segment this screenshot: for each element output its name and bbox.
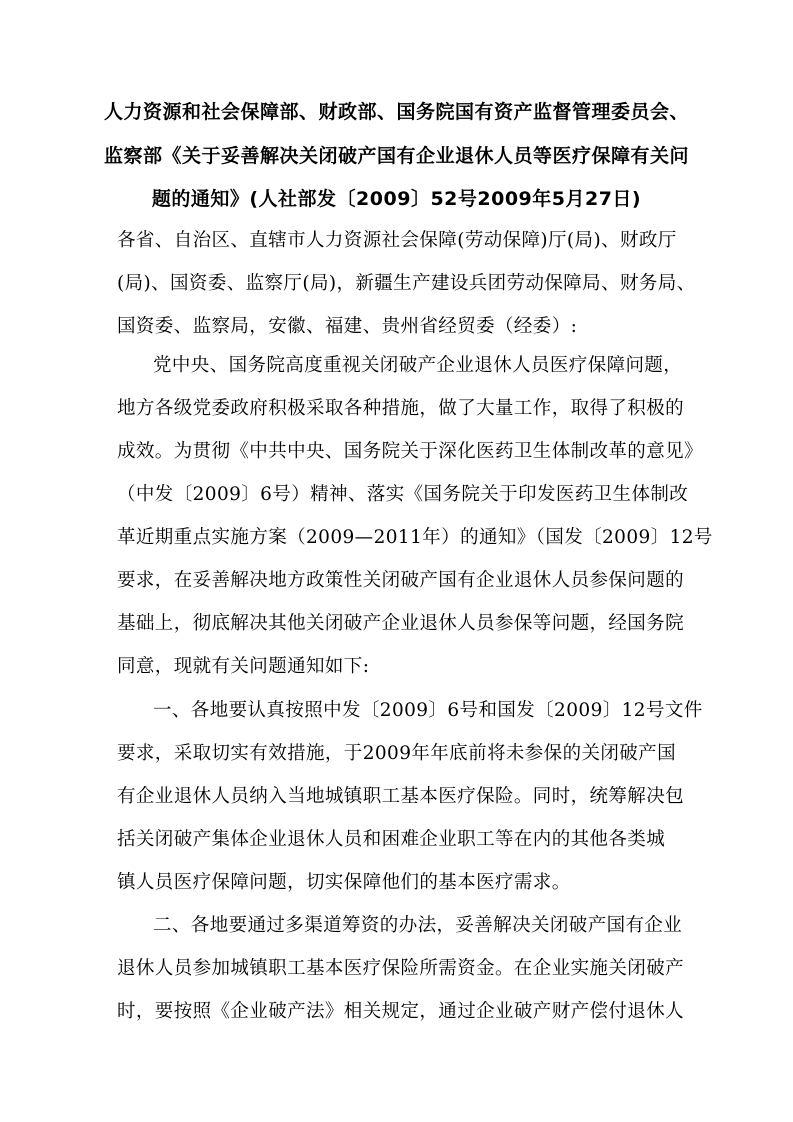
- paragraph-first-line: 二、各地要通过多渠道筹资的办法，妥善解决关闭破产国有企业: [153, 915, 683, 936]
- paragraph-first-line: 党中央、国务院高度重视关闭破产企业退休人员医疗保障问题，: [153, 355, 683, 376]
- body-line: (局)、国资委、监察厅(局)，新疆生产建设兵团劳动保障局、财务局、: [117, 273, 696, 294]
- document-title-line-1: 人力资源和社会保障部、财政部、国务院国有资产监督管理委员会、: [103, 101, 689, 123]
- body-line: 要求，采取切实有效措施，于2009年年底前将未参保的关闭破产国: [117, 743, 676, 764]
- paragraph-first-line: 一、各地要认真按照中发〔2009〕6号和国发〔2009〕12号文件: [153, 700, 703, 721]
- document-title-line-2: 监察部《关于妥善解决关闭破产国有企业退休人员等医疗保障有关问: [103, 145, 689, 167]
- body-line: 革近期重点实施方案（2009—2011年）的通知》（国发〔2009〕12号: [117, 527, 713, 548]
- body-line: 基础上，彻底解决其他关闭破产企业退休人员参保等问题，经国务院: [117, 613, 685, 634]
- body-line: 各省、自治区、直辖市人力资源社会保障(劳动保障)厅(局)、财政厅: [117, 230, 677, 251]
- body-line: 地方各级党委政府积极采取各种措施，做了大量工作，取得了积极的: [117, 398, 685, 419]
- body-line: （中发〔2009〕6号）精神、落实《国务院关于印发医药卫生体制改: [117, 484, 689, 505]
- body-line: 国资委、监察局，安徽、福建、贵州省经贸委（经委）:: [117, 316, 578, 337]
- body-line: 成效。为贯彻《中共中央、国务院关于深化医药卫生体制改革的意见》: [117, 441, 703, 462]
- document-title-line-3: 题的通知》(人社部发〔2009〕52号2009年5月27日): [151, 188, 642, 210]
- body-line: 括关闭破产集体企业退休人员和困难企业职工等在内的其他各类城: [117, 829, 666, 850]
- body-line: 时，要按照《企业破产法》相关规定，通过企业破产财产偿付退休人: [117, 1001, 685, 1022]
- body-line: 同意，现就有关问题通知如下:: [117, 656, 370, 677]
- body-line: 要求，在妥善解决地方政策性关闭破产国有企业退休人员参保问题的: [117, 570, 685, 591]
- body-line: 有企业退休人员纳入当地城镇职工基本医疗保险。同时，统筹解决包: [117, 786, 685, 807]
- body-line: 镇人员医疗保障问题，切实保障他们的基本医疗需求。: [117, 872, 571, 893]
- body-line: 退休人员参加城镇职工基本医疗保险所需资金。在企业实施关闭破产: [117, 958, 685, 979]
